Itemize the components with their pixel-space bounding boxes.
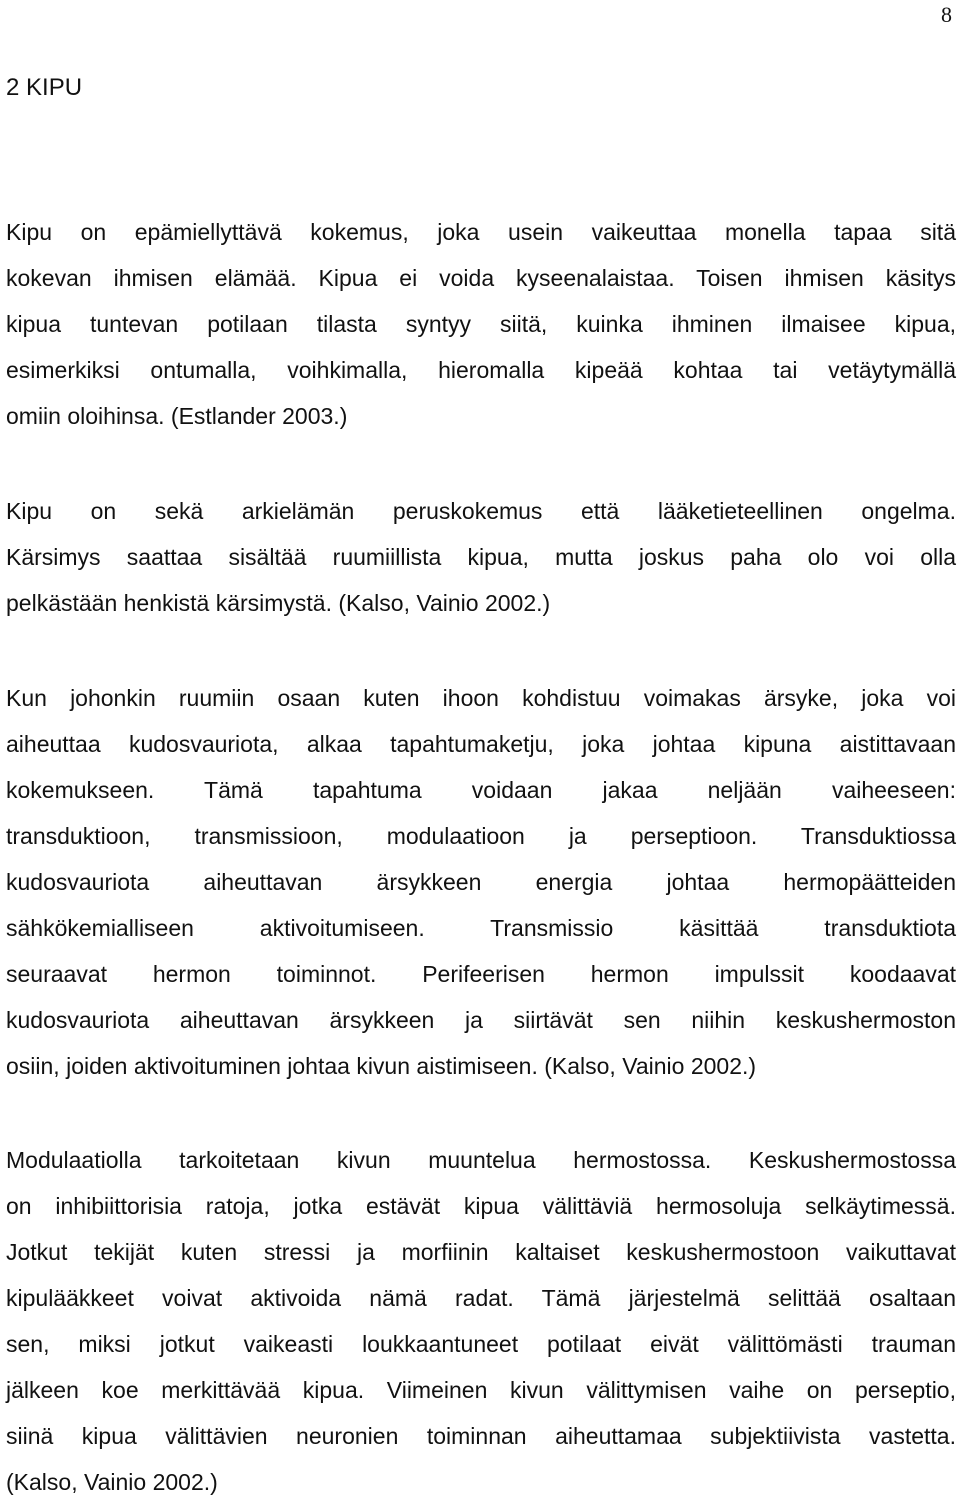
text-line: kokemukseen. Tämä tapahtuma voidaan jakaa neljään vaiheeseen: — [6, 777, 956, 803]
text-line: sähkökemialliseen aktivoitumiseen. Transmissio käsittää transduktiota — [6, 915, 956, 941]
text-line: on inhibiittorisia ratoja, jotka estävät kipua välittäviä hermosoluja selkäytimessä. — [6, 1193, 956, 1219]
text-line: seuraavat hermon toiminnot. Perifeerisen hermon impulssit koodaavat — [6, 961, 956, 987]
text-line: Jotkut tekijät kuten stressi ja morfiinin kaltaiset keskushermostoon vaikuttavat — [6, 1239, 956, 1265]
text-line: omiin oloihinsa. (Estlander 2003.) — [6, 403, 348, 429]
text-line: pelkästään henkistä kärsimystä. (Kalso, Vainio 2002.) — [6, 590, 551, 616]
text-line: esimerkiksi ontumalla, voihkimalla, hieromalla kipeää kohtaa tai vetäytymällä — [6, 357, 956, 383]
page-number: 8 — [941, 2, 952, 27]
text-line: kipua tuntevan potilaan tilasta syntyy siitä, kuinka ihminen ilmaisee kipua, — [6, 311, 956, 337]
paragraph-modulation — [6, 1137, 956, 1505]
text-line: kokevan ihmisen elämää. Kipua ei voida kyseenalaistaa. Toisen ihmisen käsitys — [6, 265, 956, 291]
text-line: Kipu on epämiellyttävä kokemus, joka usein vaikeuttaa monella tapaa sitä — [6, 219, 956, 245]
text-line: (Kalso, Vainio 2002.) — [6, 1469, 218, 1495]
text-line: kudosvauriota aiheuttavan ärsykkeen energia johtaa hermopäätteiden — [6, 869, 956, 895]
text-line: kipulääkkeet voivat aktivoida nämä radat. Tämä järjestelmä selittää osaltaan — [6, 1285, 956, 1311]
paragraph-suffering — [6, 488, 956, 626]
paragraph-pain-process — [6, 675, 956, 1089]
text-line: Kärsimys saattaa sisältää ruumiillista kipua, mutta joskus paha olo voi olla — [6, 544, 956, 570]
text-line: Kun johonkin ruumiin osaan kuten ihoon kohdistuu voimakas ärsyke, joka voi — [6, 685, 956, 711]
text-line: sen, miksi jotkut vaikeasti loukkaantuneet potilaat eivät välittömästi trauman — [6, 1331, 956, 1357]
text-line: osiin, joiden aktivoituminen johtaa kivun aistimiseen. (Kalso, Vainio 2002.) — [6, 1053, 757, 1079]
paragraph-intro — [6, 209, 956, 439]
text-line: jälkeen koe merkittävää kipua. Viimeinen kivun välittymisen vaihe on perseptio, — [6, 1377, 956, 1403]
text-line: Modulaatiolla tarkoitetaan kivun muuntelua hermostossa. Keskushermostossa — [6, 1147, 956, 1173]
text-line: Kipu on sekä arkielämän peruskokemus että lääketieteellinen ongelma. — [6, 498, 956, 524]
text-line: siinä kipua välittävien neuronien toiminnan aiheuttamaa subjektiivista vastetta. — [6, 1423, 956, 1449]
text-line: aiheuttaa kudosvauriota, alkaa tapahtumaketju, joka johtaa kipuna aistittavaan — [6, 731, 956, 757]
text-line: transduktioon, transmissioon, modulaatioon ja perseptioon. Transduktiossa — [6, 823, 956, 849]
text-line: kudosvauriota aiheuttavan ärsykkeen ja siirtävät sen niihin keskushermoston — [6, 1007, 956, 1033]
section-heading: 2 KIPU — [6, 74, 83, 101]
